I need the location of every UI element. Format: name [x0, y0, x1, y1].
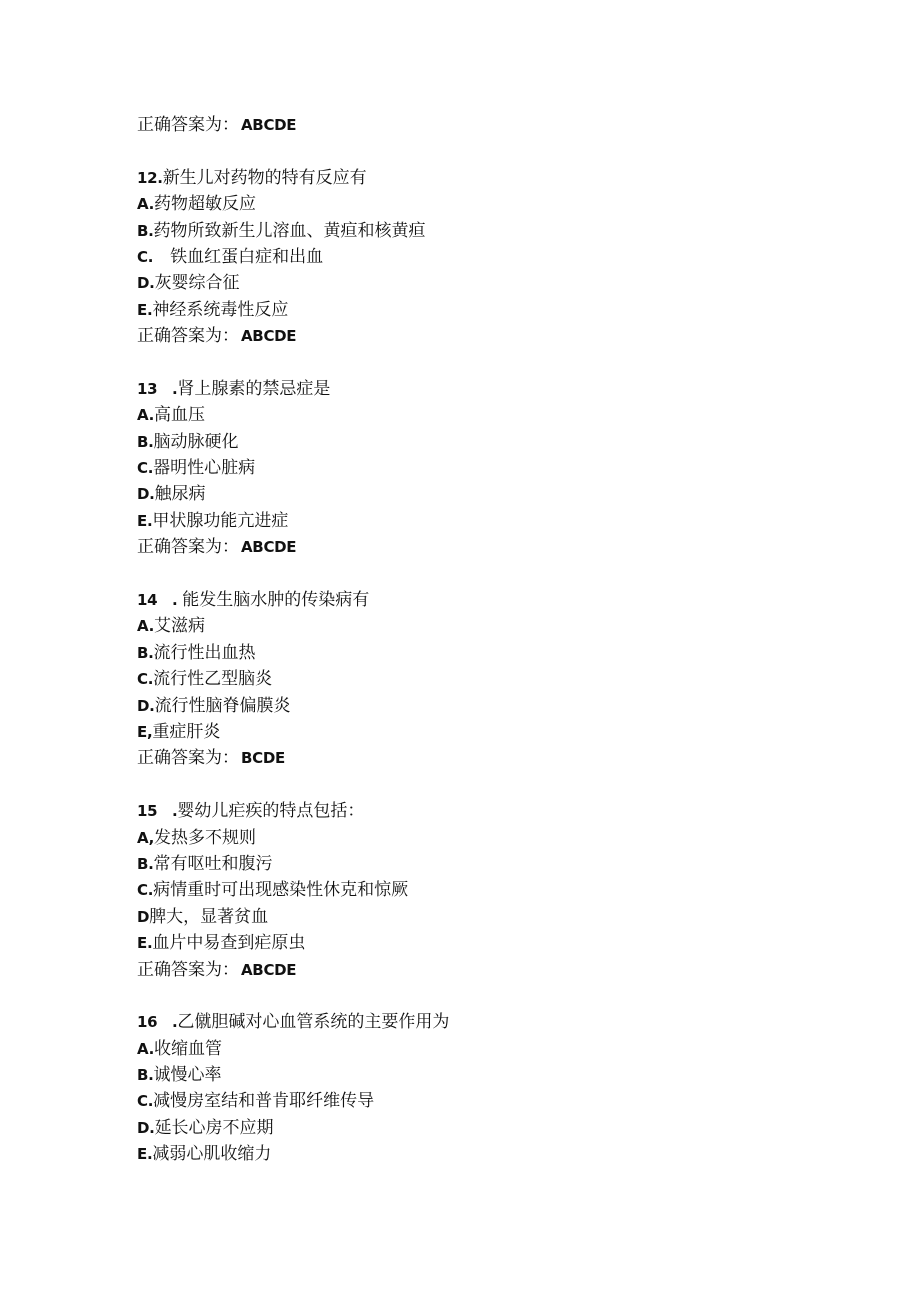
question-number: 13 . — [137, 379, 178, 398]
option-text: 减慢房室结和普肯耶纤维传导 — [153, 1091, 375, 1112]
option-text: 甲状腺功能亢进症 — [152, 510, 289, 531]
question-stem — [137, 587, 877, 613]
answer-label: 正确答案为： — [137, 326, 239, 347]
option-b — [137, 429, 877, 455]
option-letter: A. — [137, 406, 154, 425]
option-letter: B. — [137, 1066, 154, 1085]
option-letter: C. — [137, 1092, 154, 1111]
question-number: 15 . — [137, 802, 178, 821]
option-e — [137, 297, 877, 323]
option-b — [137, 640, 877, 666]
option-letter: A. — [137, 617, 154, 636]
answer-value: ABCDE — [241, 327, 297, 346]
option-text: 常有呕吐和腹污 — [153, 853, 273, 874]
option-a — [137, 1036, 877, 1062]
question-number: 12. — [137, 168, 163, 187]
option-e — [137, 1141, 877, 1167]
answer-label: 正确答案为： — [137, 537, 239, 558]
option-text: 脑动脉硬化 — [153, 431, 239, 452]
option-letter: D. — [137, 274, 155, 293]
option-text: 触尿病 — [154, 484, 206, 505]
option-a — [137, 191, 877, 217]
question-text: 能发生脑水肿的传染病有 — [182, 590, 370, 611]
option-d — [137, 481, 877, 507]
answer-label: 正确答案为： — [137, 959, 239, 980]
answer-line — [137, 323, 877, 349]
option-c — [137, 1088, 877, 1114]
option-text: 药物所致新生儿溶血、黄疸和核黄疸 — [153, 220, 426, 241]
option-letter: D. — [137, 1118, 155, 1137]
option-text: 铁血红蛋白症和出血 — [153, 246, 324, 267]
option-d — [137, 270, 877, 296]
option-letter: A, — [137, 828, 154, 847]
option-letter: E. — [137, 1145, 153, 1164]
question-text: 婴幼儿疟疾的特点包括： — [177, 801, 365, 822]
answer-line — [137, 112, 877, 138]
answer-value: ABCDE — [241, 960, 297, 979]
option-letter: A. — [137, 195, 154, 214]
option-e — [137, 508, 877, 534]
option-letter: D — [137, 907, 150, 926]
option-b — [137, 218, 877, 244]
option-d — [137, 693, 877, 719]
option-text: 诚慢心率 — [153, 1065, 222, 1086]
option-letter: D. — [137, 485, 155, 504]
option-letter: B. — [137, 432, 154, 451]
option-d — [137, 1115, 877, 1141]
option-text: 流行性出血热 — [153, 642, 256, 663]
question-stem — [137, 1009, 877, 1035]
question-stem — [137, 165, 877, 191]
option-text: 减弱心肌收缩力 — [152, 1144, 272, 1165]
option-e — [137, 930, 877, 956]
option-d — [137, 904, 877, 930]
answer-label: 正确答案为： — [137, 748, 239, 769]
option-letter: C. — [137, 459, 154, 478]
option-a — [137, 825, 877, 851]
option-c — [137, 877, 877, 903]
answer-label: 正确答案为： — [137, 115, 239, 135]
option-letter: B. — [137, 643, 154, 662]
option-text: 血片中易查到疟原虫 — [152, 933, 306, 954]
option-text: 收缩血管 — [154, 1038, 222, 1059]
option-text: 灰婴综合征 — [154, 273, 240, 294]
option-text: 神经系统毒性反应 — [152, 299, 289, 320]
question-number: 16 . — [137, 1013, 178, 1032]
option-text: 艾滋病 — [154, 616, 205, 637]
question-list — [137, 112, 877, 1168]
option-letter: B. — [137, 854, 154, 873]
question-stem — [137, 376, 877, 402]
question-stem — [137, 798, 877, 824]
option-letter: E. — [137, 300, 153, 319]
answer-line — [137, 534, 877, 560]
option-letter: B. — [137, 221, 154, 240]
option-text: 延长心房不应期 — [154, 1117, 274, 1138]
answer-line — [137, 957, 877, 983]
option-c — [137, 244, 877, 270]
option-e — [137, 719, 877, 745]
option-letter: D. — [137, 696, 155, 715]
option-text: 流行性乙型脑炎 — [153, 669, 273, 690]
option-text: 发热多不规则 — [154, 827, 256, 848]
option-a — [137, 613, 877, 639]
option-letter: E. — [137, 934, 153, 953]
option-a — [137, 402, 877, 428]
option-text: 病情重时可出现感染性休克和惊厥 — [153, 880, 409, 901]
answer-line — [137, 745, 877, 771]
option-b — [137, 851, 877, 877]
option-letter: C. — [137, 247, 154, 266]
option-b — [137, 1062, 877, 1088]
option-text: 流行性脑脊偏膜炎 — [154, 695, 291, 716]
option-text: 器明性心脏病 — [153, 458, 256, 479]
option-text: 高血压 — [154, 405, 205, 426]
option-text: 脾大，显著贫血 — [149, 906, 269, 927]
option-c — [137, 455, 877, 481]
option-letter: C. — [137, 881, 154, 900]
option-letter: C. — [137, 670, 154, 689]
option-text: 重症肝炎 — [152, 721, 221, 742]
question-text: 乙僦胆碱对心血管系统的主要作用为 — [177, 1012, 450, 1033]
question-text: 肾上腺素的禁忌症是 — [177, 378, 331, 399]
option-letter: E. — [137, 511, 153, 530]
option-text: 药物超敏反应 — [154, 194, 256, 215]
option-c — [137, 666, 877, 692]
answer-value: ABCDE — [241, 538, 297, 557]
answer-value: BCDE — [241, 749, 285, 768]
question-text: 新生儿对药物的特有反应有 — [162, 167, 367, 188]
question-number: 14 . — [137, 591, 183, 610]
option-letter: A. — [137, 1039, 154, 1058]
option-letter: E, — [137, 722, 153, 741]
answer-value: ABCDE — [241, 116, 297, 134]
